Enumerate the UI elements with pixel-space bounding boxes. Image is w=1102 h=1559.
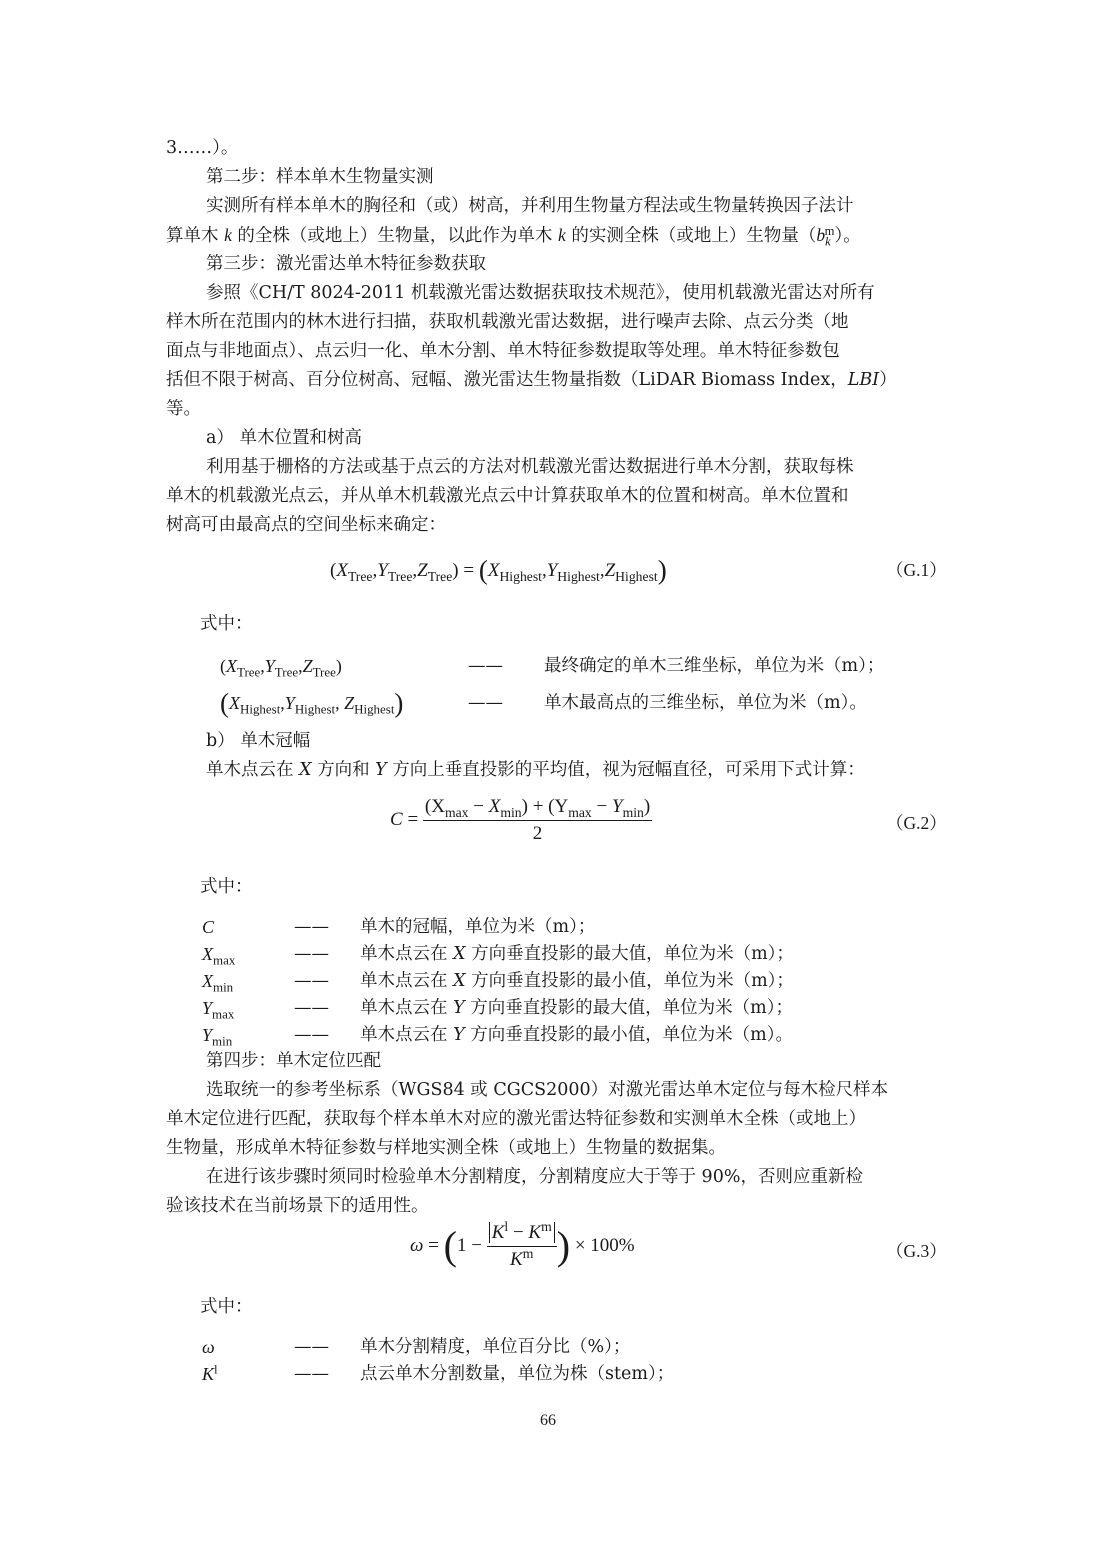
- definition-dash: ——: [468, 693, 503, 713]
- definition-symbol: $Y_{min}$: [202, 1025, 233, 1049]
- definition-dash: ——: [468, 656, 503, 676]
- text-line: 生物量，形成单木特征参数与样地实测全株（或地上）生物量的数据集。: [166, 1138, 726, 1158]
- equation-number: （G.2）: [886, 813, 947, 833]
- definition-symbol: $Y_{max}$: [202, 998, 235, 1022]
- text-line: 样木所在范围内的林木进行扫描，获取机载激光雷达数据，进行噪声去除、点云分类（地: [166, 312, 849, 332]
- page-number: 66: [540, 1412, 556, 1429]
- definition-symbol: $X_{max}$: [202, 944, 236, 968]
- equation-number: （G.3）: [886, 1241, 947, 1261]
- text-line: 括但不限于树高、百分位树高、冠幅、激光雷达生物量指数（LiDAR Biomass Index，LBI）: [166, 370, 897, 390]
- definition-text: 单木点云在 X 方向垂直投影的最大值，单位为米（m）；: [360, 944, 794, 964]
- definition-dash: ——: [294, 1337, 329, 1357]
- definition-symbol: ω: [202, 1337, 215, 1357]
- text-line: 树高可由最高点的空间坐标来确定：: [166, 515, 446, 535]
- definition-text: 单木点云在 Y 方向垂直投影的最大值，单位为米（m）；: [360, 998, 794, 1018]
- subheading-b: b） 单木冠幅: [206, 731, 311, 751]
- definition-dash: ——: [294, 944, 329, 964]
- definition-symbol: ($X_{Highest},Y_{Highest}$, $Z_{Highest}$): [220, 688, 404, 718]
- step-4-heading: 第四步：单木定位匹配: [206, 1051, 381, 1071]
- equation-g1: $(X_{Tree},Y_{Tree},Z_{Tree}) = (X_{Highest},Y_{Highest},Z_{Highest})$: [330, 555, 667, 585]
- text-line: 选取统一的参考坐标系（WGS84 或 CGCS2000）对激光雷达单木定位与每木检尺样本: [206, 1080, 889, 1100]
- definition-text: 单木点云在 Y 方向垂直投影的最小值，单位为米（m）。: [360, 1025, 794, 1045]
- text-line: 等。: [166, 399, 201, 419]
- definition-symbol: $X_{min}$: [202, 971, 234, 995]
- definition-dash: ——: [294, 971, 329, 991]
- text-line: 在进行该步骤时须同时检验单木分割精度，分割精度应大于等于 90%，否则应重新检: [206, 1167, 863, 1187]
- text-line: 单木点云在 X 方向和 Y 方向上垂直投影的平均值，视为冠幅直径，可采用下式计算：: [206, 760, 865, 780]
- definition-text: 单木点云在 X 方向垂直投影的最小值，单位为米（m）；: [360, 971, 794, 991]
- text-line: 3……）。: [166, 138, 239, 158]
- text-line: 单木定位进行匹配，获取每个样本单木对应的激光雷达特征参数和实测单木全株（或地上）: [166, 1109, 866, 1129]
- text-line: 实测所有样本单木的胸径和（或）树高，并利用生物量方程法或生物量转换因子法计: [206, 196, 854, 216]
- definition-symbol: $K^l$: [202, 1361, 218, 1384]
- text-line: 验该技术在当前场景下的适用性。: [166, 1196, 429, 1216]
- equation-g2: C = $\frac{(X_{max} - X_{min}) + (Y_{max} - Y_{min})}{2}$: [390, 796, 651, 844]
- equation-number: （G.1）: [886, 560, 947, 580]
- text-line: 参照《CH/T 8024-2011 机载激光雷达数据获取技术规范》，使用机载激光雷达对所有: [206, 283, 875, 303]
- definition-dash: ——: [294, 917, 329, 937]
- where-label: 式中：: [200, 877, 253, 897]
- step-3-heading: 第三步：激光雷达单木特征参数获取: [206, 254, 486, 274]
- definition-text: 点云单木分割数量，单位为株（stem）；: [360, 1364, 675, 1384]
- text-line: 利用基于栅格的方法或基于点云的方法对机载激光雷达数据进行单木分割，获取每株: [206, 457, 854, 477]
- text-line: 算单木 k 的全株（或地上）生物量，以此作为单木 k 的实测全株（或地上）生物量$(b_k^m)$。: [166, 223, 861, 249]
- definition-dash: ——: [294, 1025, 329, 1045]
- definition-symbol: C: [202, 917, 215, 937]
- definition-text: 单木最高点的三维坐标，单位为米（m）。: [544, 693, 867, 713]
- where-label: 式中：: [200, 614, 253, 634]
- definition-dash: ——: [294, 1364, 329, 1384]
- step-2-heading: 第二步：样本单木生物量实测: [206, 167, 434, 187]
- text-line: 面点与非地面点）、点云归一化、单木分割、单木特征参数提取等处理。单木特征参数包: [166, 341, 840, 361]
- equation-g3: ω = (1 − $\frac{K^l - K^m}{K^m}$ ) × 100%: [410, 1219, 635, 1271]
- text-line: 单木的机载激光点云，并从单木机载激光点云中计算获取单木的位置和树高。单木位置和: [166, 486, 849, 506]
- where-label: 式中：: [200, 1297, 253, 1317]
- definition-symbol: $(X_{Tree},Y_{Tree},Z_{Tree})$: [220, 656, 342, 680]
- definition-dash: ——: [294, 998, 329, 1018]
- definition-text: 单木分割精度，单位百分比（%）；: [360, 1337, 631, 1357]
- definition-text: 最终确定的单木三维坐标，单位为米（m）；: [544, 656, 885, 676]
- subheading-a: a） 单木位置和树高: [206, 428, 362, 448]
- definition-text: 单木的冠幅，单位为米（m）；: [360, 917, 596, 937]
